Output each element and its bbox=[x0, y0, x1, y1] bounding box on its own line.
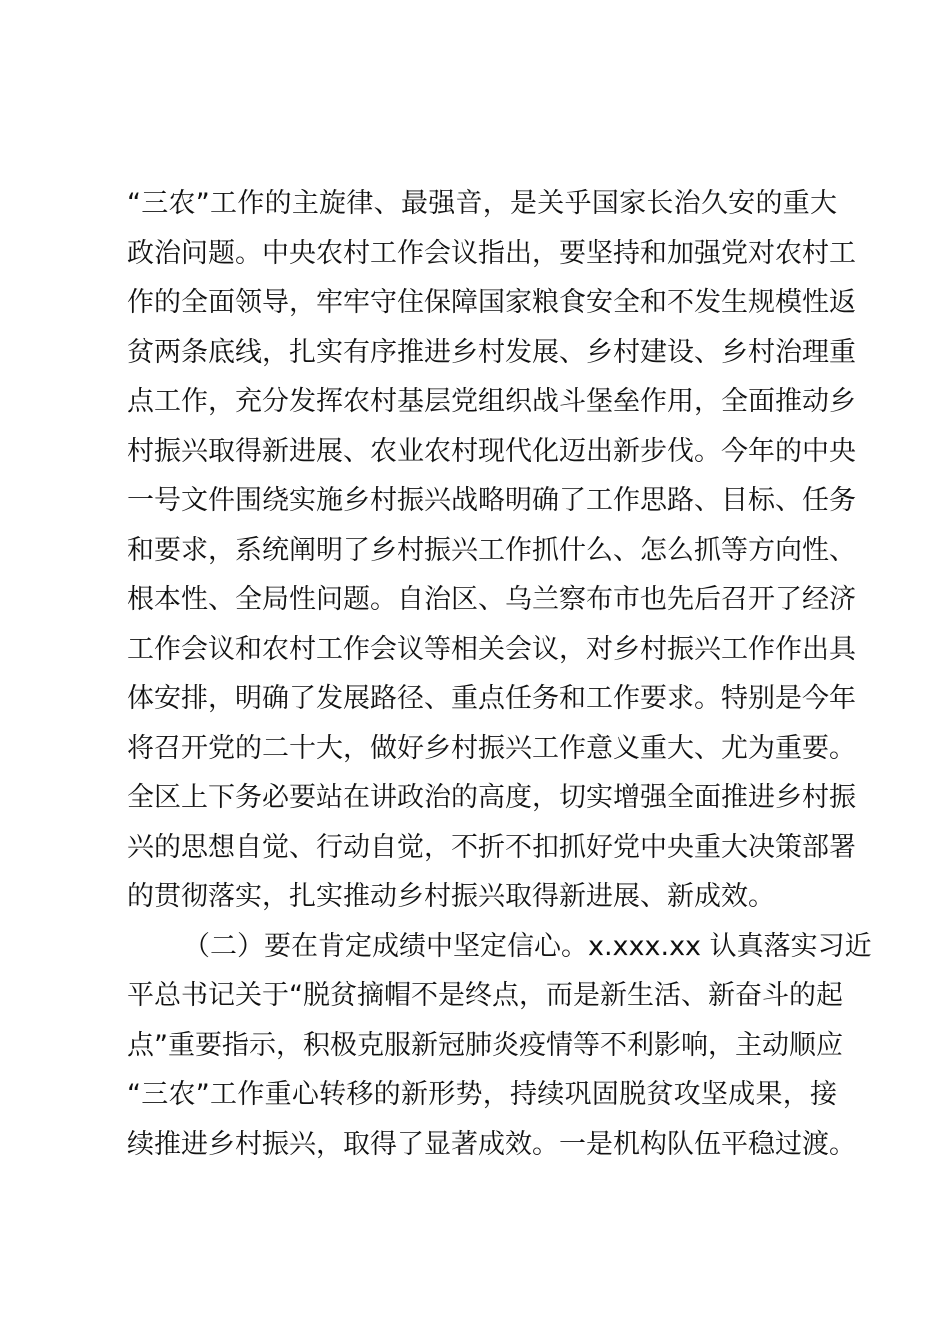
body-text bbox=[127, 179, 872, 1169]
text-line-15: 的贯彻落实，扎实推动乡村振兴取得新进展、新成效。 bbox=[127, 881, 775, 912]
text-line-1: “三农”工作的主旋律、最强音，是关乎国家长治久安的重大 bbox=[127, 188, 837, 219]
text-line-19: “三农”工作重心转移的新形势，持续巩固脱贫攻坚成果，接 bbox=[127, 1079, 837, 1110]
text-line-7: 一号文件围绕实施乡村振兴战略明确了工作思路、目标、任务 bbox=[127, 485, 856, 516]
text-line-10: 工作会议和农村工作会议等相关会议，对乡村振兴工作作出具 bbox=[127, 633, 856, 665]
text-line-8: 和要求，系统阐明了乡村振兴工作抓什么、怎么抓等方向性、 bbox=[127, 534, 856, 566]
text-line-12: 将召开党的二十大，做好乡村振兴工作意义重大、尤为重要。 bbox=[127, 732, 856, 764]
text-line-9: 根本性、全局性问题。自治区、乌兰察布市也先后召开了经济 bbox=[127, 584, 856, 615]
text-line-13: 全区上下务必要站在讲政治的高度，切实增强全面推进乡村振 bbox=[127, 782, 856, 813]
text-line-5: 点工作，充分发挥农村基层党组织战斗堡垒作用，全面推动乡 bbox=[127, 386, 856, 417]
text-line-4: 贫两条底线，扎实有序推进乡村发展、乡村建设、乡村治理重 bbox=[127, 336, 856, 368]
text-line-20: 续推进乡村振兴，取得了显著成效。一是机构队伍平稳过渡。 bbox=[127, 1128, 856, 1160]
text-line-14: 兴的思想自觉、行动自觉，不折不扣抓好党中央重大决策部署 bbox=[127, 831, 856, 863]
text-line-3: 作的全面领导，牢牢守住保障国家粮食安全和不发生规模性返 bbox=[127, 287, 856, 318]
text-line-18: 点”重要指示，积极克服新冠肺炎疫情等不利影响，主动顺应 bbox=[127, 1029, 843, 1061]
text-line-17: 平总书记关于“脱贫摘帽不是终点，而是新生活、新奋斗的起 bbox=[127, 980, 843, 1011]
text-line-16: （二）要在肯定成绩中坚定信心。x.xxx.xx 认真落实习近 bbox=[183, 930, 872, 962]
text-line-2: 政治问题。中央农村工作会议指出，要坚持和加强党对农村工 bbox=[127, 237, 856, 269]
text-line-6: 村振兴取得新进展、农业农村现代化迈出新步伐。今年的中央 bbox=[127, 435, 856, 467]
text-line-11: 体安排，明确了发展路径、重点任务和工作要求。特别是今年 bbox=[127, 683, 856, 714]
